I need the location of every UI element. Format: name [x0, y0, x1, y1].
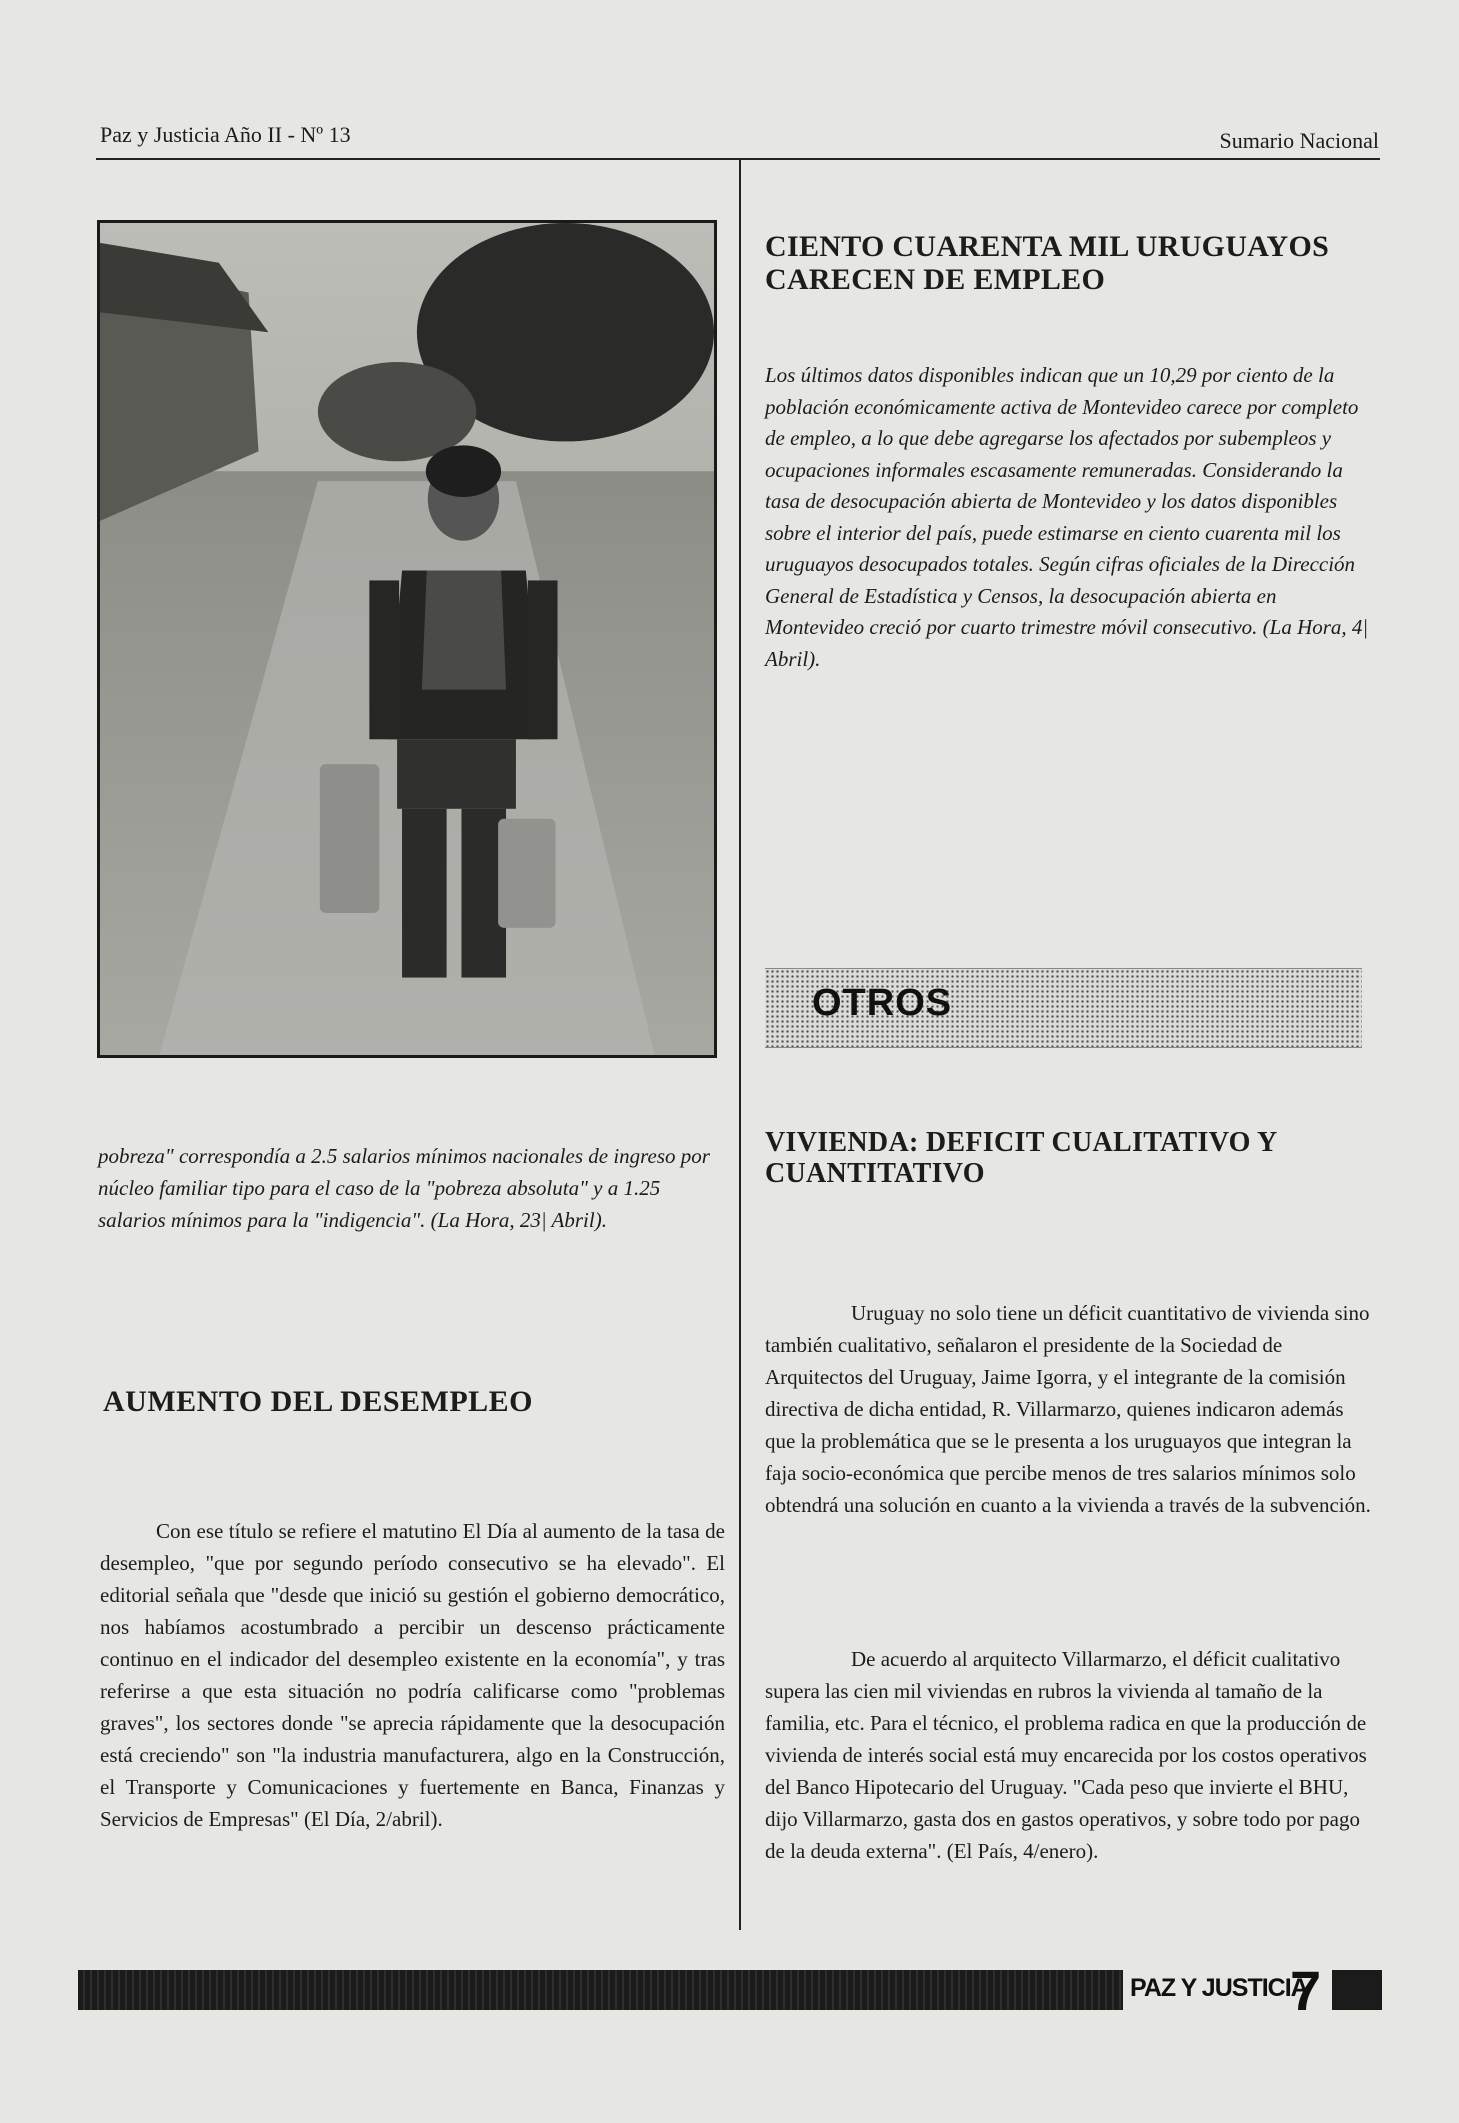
article-body-vivienda-2 [765, 1643, 1377, 1867]
article-intro-empleo: Los últimos datos disponibles indican que un 10,29 por ciento de la población económicamente activa de Montevideo carece por completo de empleo, a lo que debe agregarse los afectados por subempleos y ocupaciones informales escasamente remuneradas. Considerando la tasa de desocupación abierta de Montevideo y los datos disponibles sobre el interior del país, puede estimarse en ciento cuarenta mil los uruguayos desocupados totales. Según cifras oficiales de la Dirección General de Estadística y Censos, la desocupación abierta en Montevideo creció por cuarto trimestre móvil consecutivo. (La Hora, 4| Abril). [765, 363, 1369, 671]
photo-child-carrying-water-cans-icon [97, 220, 717, 1058]
section-banner-label: OTROS [812, 982, 953, 1024]
article-body-vivienda-1 [765, 1297, 1377, 1521]
column-divider [739, 160, 741, 1930]
article-paragraph: De acuerdo al arquitecto Villarmarzo, el déficit cualitativo supera las cien mil viviendas en rubros la vivienda al tamaño de la familia, etc. Para el técnico, el problema radica en que la producción de vivienda de interés social está muy encarecida por los costos operativos del Banco Hipotecario del Uruguay. "Cada peso que invierte el BHU, dijo Villarmarzo, gasta dos en gastos operativos, y sobre todo por pago de la deuda externa". (El País, 4/enero). [765, 1647, 1367, 1863]
footer-bar-end [1332, 1970, 1382, 2010]
header-section: Sumario Nacional [1219, 128, 1379, 153]
header-rule [96, 158, 1380, 160]
article-paragraph: Uruguay no solo tiene un déficit cuantitativo de vivienda sino también cualitativo, señalaron el presidente de la Sociedad de Arquitectos del Uruguay, Jaime Igorra, y el integrante de la comisión directiva de dicha entidad, R. Villarmarzo, quienes indicaron además que la problemática que se le presenta a los uruguayos que integran la faja socio-económica que percibe menos de tres salarios mínimos solo obtendrá una solución en cuanto a la vivienda a través de la subvención. [765, 1301, 1371, 1517]
headline-vivienda: VIVIENDA: DEFICIT CUALITATIVO Y CUANTITATIVO [765, 1127, 1277, 1189]
footer-bar [78, 1970, 1123, 2010]
photo-caption: pobreza" correspondía a 2.5 salarios mínimos nacionales de ingreso por núcleo familiar tipo para el caso de la "pobreza absoluta" y a 1.25 salarios mínimos para la "indigencia". (La Hora, 23| Abril). [98, 1144, 710, 1232]
article-paragraph: Con ese título se refiere el matutino El Día al aumento de la tasa de desempleo, "que por segundo período consecutivo se ha elevado". El editorial señala que "desde que inició su gestión el gobierno democrático, nos habíamos acostumbrado a percibir un descenso prácticamente continuo en el indicador del desempleo existente en la economía", y tras referirse a que esta situación no podría calificarse como "problemas graves", los sectores donde "se aprecia rápidamente que la desocupación está creciendo" son "la industria manufacturera, algo en la Construcción, el Transporte y Comunicaciones y fuertemente en Banca, Finanzas y Servicios de Empresas" (El Día, 2/abril). [100, 1519, 725, 1831]
page-number: 7 [1290, 1959, 1322, 2022]
article-body-desempleo [100, 1515, 725, 1835]
headline-ciento-cuarenta-mil: CIENTO CUARENTA MIL URUGUAYOS CARECEN DE EMPLEO [765, 230, 1330, 296]
headline-aumento-desempleo: AUMENTO DEL DESEMPLEO [103, 1385, 534, 1418]
header-issue: Paz y Justicia Año II - Nº 13 [100, 122, 351, 147]
footer-magazine-name: PAZ Y JUSTICIA [1130, 1974, 1308, 2002]
